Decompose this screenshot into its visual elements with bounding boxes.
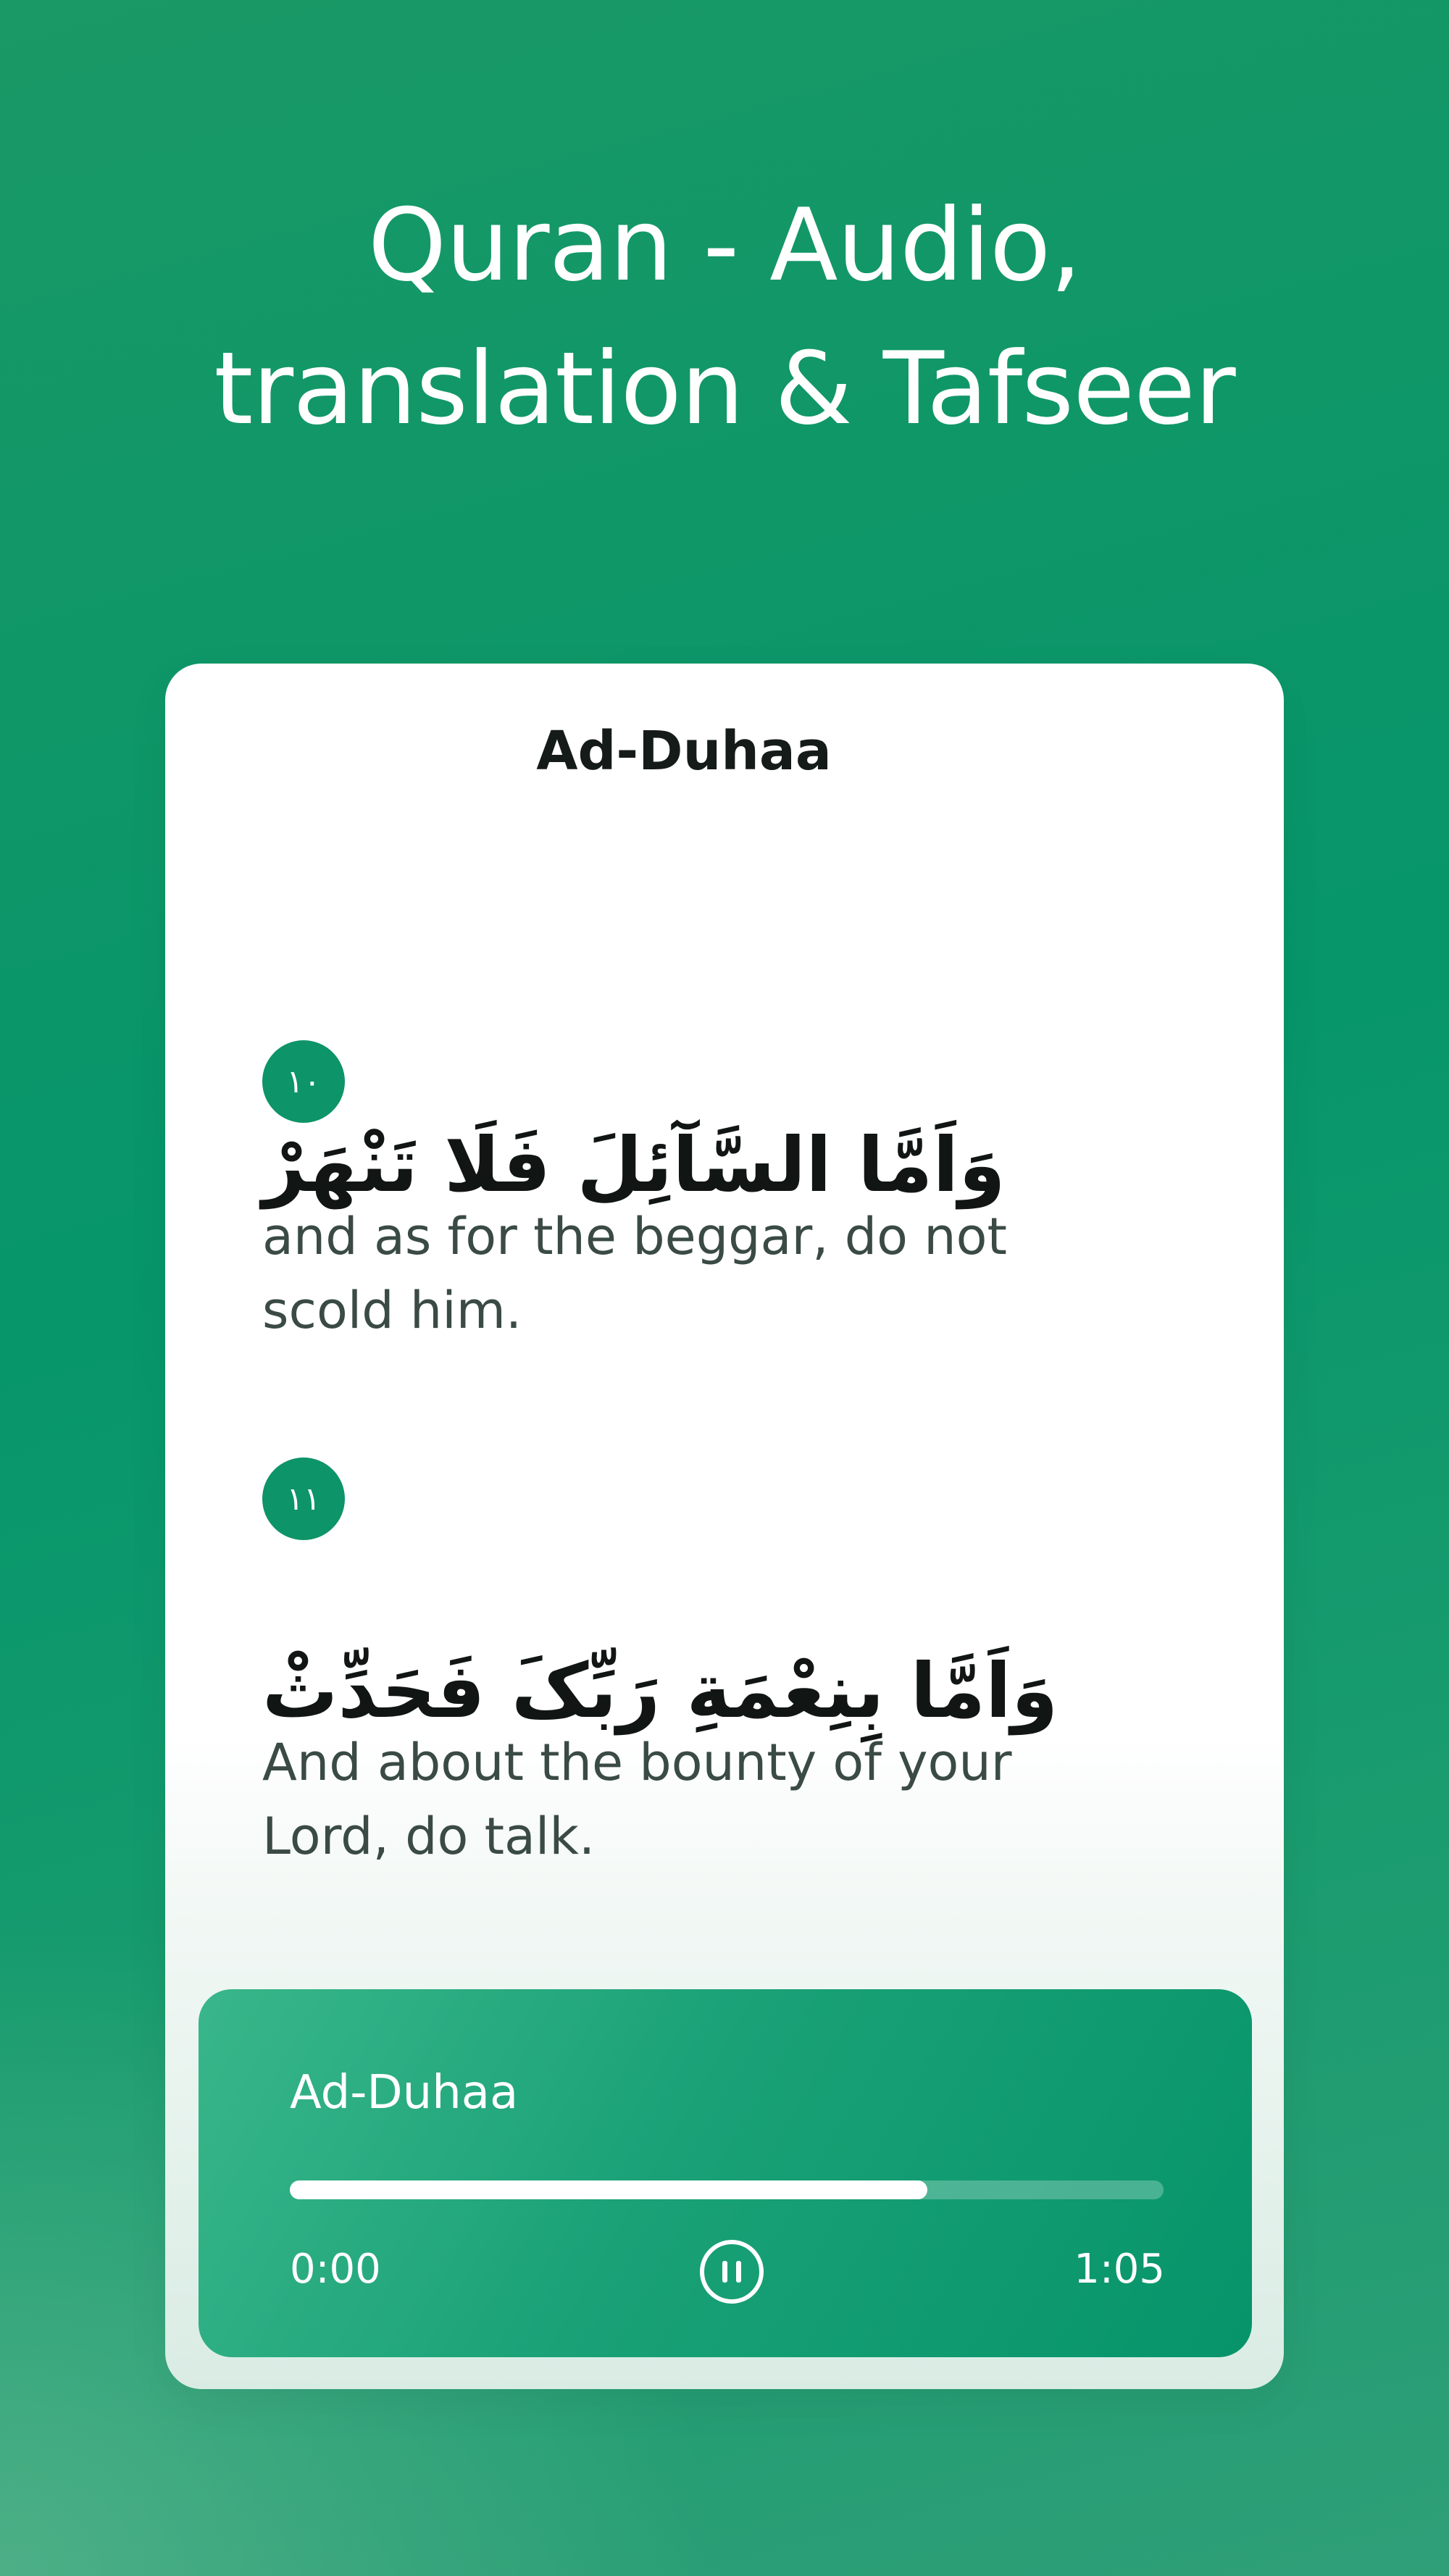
verse-arabic-text: وَاَمَّا السَّآئِلَ فَلَا تَنْهَرْ xyxy=(262,1121,1006,1209)
total-duration: 1:05 xyxy=(1074,2246,1165,2293)
pause-icon xyxy=(736,2261,741,2283)
verse-number-badge[interactable]: ١٠ xyxy=(262,1040,345,1123)
promo-headline-line-1: Quran - Audio, xyxy=(367,187,1082,304)
verse-number-badge[interactable]: ١١ xyxy=(262,1458,345,1540)
verse-arabic-text: وَاَمَّا بِنِعْمَةِ رَبِّکَ فَحَدِّثْ xyxy=(262,1647,1058,1735)
surah-reader-card xyxy=(165,664,1284,2389)
playback-progress-bar[interactable] xyxy=(290,2180,1164,2199)
verse-translation-text: And about the bounty of your Lord, do talk. xyxy=(262,1733,1012,1866)
player-track-title: Ad-Duhaa xyxy=(290,2066,519,2120)
pause-button[interactable] xyxy=(700,2240,764,2304)
surah-title: Ad-Duhaa xyxy=(536,720,832,782)
current-time: 0:00 xyxy=(290,2246,381,2293)
verse-translation-text: and as for the beggar, do not scold him. xyxy=(262,1207,1007,1340)
promo-headline-line-2: translation & Tafseer xyxy=(214,330,1235,447)
promo-headline xyxy=(0,174,1449,461)
pause-icon xyxy=(722,2261,727,2283)
audio-player xyxy=(199,1989,1252,2357)
playback-progress-fill xyxy=(290,2180,927,2199)
